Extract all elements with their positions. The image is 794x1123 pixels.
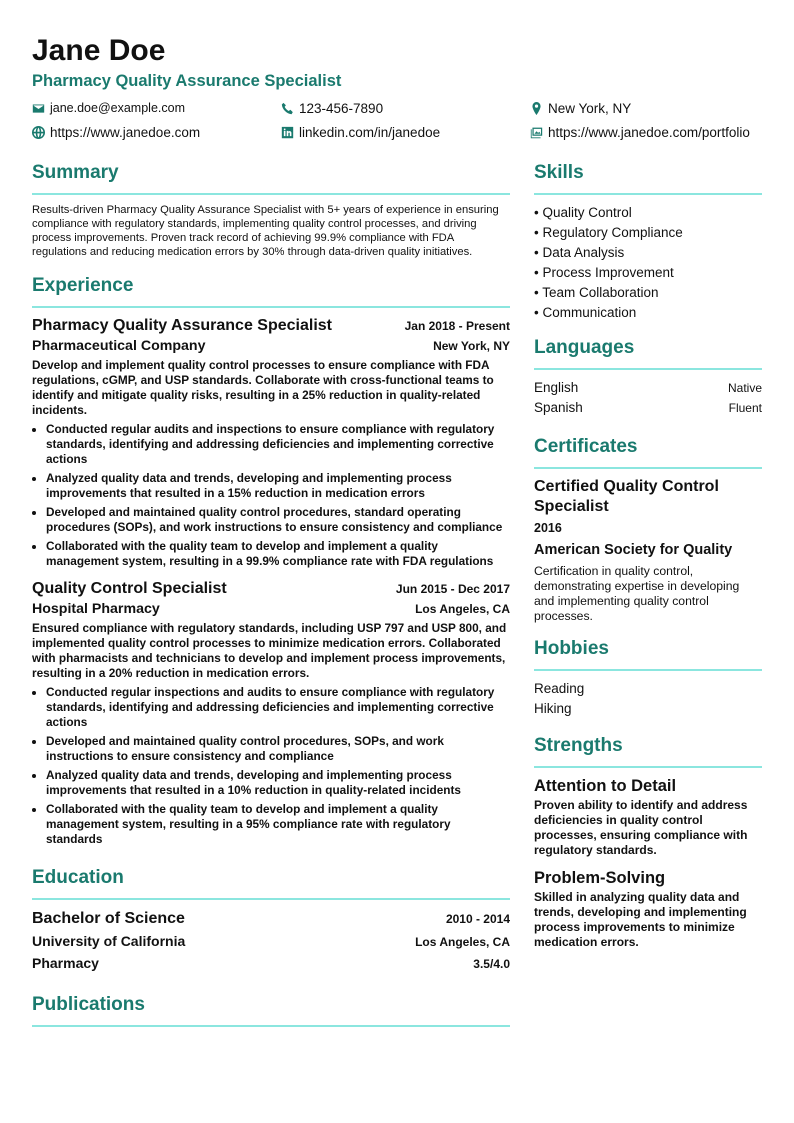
job-company: Pharmaceutical Company [32,338,206,354]
website-text: https://www.janedoe.com [50,124,201,140]
email-text: jane.doe@example.com [50,101,185,115]
divider [32,306,510,308]
hobbies-section [534,638,762,719]
job-dates: Jan 2018 - Present [404,319,510,333]
certificates-section [534,436,762,624]
skill-item: • Quality Control [534,205,632,220]
phone-text: 123-456-7890 [299,100,384,116]
location-text: New York, NY [548,100,632,116]
languages-section [534,337,762,418]
language-row [534,398,762,418]
bullet-item: • Collaborated with the quality team to develop and implement a quality management system, resulting in a 95% compliance rate with regulatory standards [46,802,510,847]
language-name: Spanish [534,400,583,415]
strength-description: Proven ability to identify and address deficiencies in quality control processes, ensuring compliance with regulatory standards. [534,798,748,857]
portfolio-icon [530,126,543,139]
left-column [32,162,510,1035]
publications-heading: Publications [32,994,145,1015]
job-dates: Jun 2015 - Dec 2017 [395,582,510,596]
job-entry [32,579,510,847]
divider [534,766,762,768]
job-description: Ensured compliance with regulatory standards, including USP 797 and USP 800, and implemented quality control processes to minimize medication errors. Collaborated with pharmacists and technicians to develop and implement process improvements, resulting in a 20% reduction in medication errors. [32,621,507,680]
divider [534,467,762,469]
skill-item: • Communication [534,305,637,320]
languages-heading: Languages [534,337,635,358]
certificate-year: 2016 [534,521,562,535]
divider [32,1025,510,1027]
candidate-name: Jane Doe [32,34,166,67]
hobby-item: Hiking [534,701,572,716]
school-location: Los Angeles, CA [415,935,510,949]
contact-info [32,100,762,140]
publications-section [32,994,510,1027]
job-title: Pharmacy Quality Assurance Specialist [32,317,332,334]
mail-icon [32,102,45,115]
phone-icon [281,102,294,115]
strength-title: Problem-Solving [534,869,666,887]
job-entry [32,316,510,569]
summary-heading: Summary [32,162,119,183]
skill-item: • Process Improvement [534,265,674,280]
education-heading: Education [32,867,124,888]
bullet-item: • Developed and maintained quality control procedures, SOPs, and work instructions to ensure consistency and compliance [46,734,510,764]
job-company: Hospital Pharmacy [32,601,160,617]
skills-section [534,162,762,323]
school: University of California [32,933,186,949]
bullet-item: • Conducted regular inspections and audits to ensure compliance with regulatory standards, identifying and addressing deficiencies and implementing corrective actions [46,685,510,730]
experience-section [32,275,510,847]
summary-section [32,162,510,259]
bullet-item: • Collaborated with the quality team to develop and implement a quality management system, resulting in a 99.9% compliance rate with FDA regulations [46,539,510,569]
contact-linkedin[interactable] [281,124,530,140]
certificate-description: Certification in quality control, demonstrating expertise in developing and implementing quality control processes. [534,564,740,623]
skill-item: • Team Collaboration [534,285,659,300]
contact-location [530,100,766,116]
skill-item: • Data Analysis [534,245,625,260]
hobbies-heading: Hobbies [534,638,609,659]
job-location: Los Angeles, CA [415,602,510,616]
divider [32,898,510,900]
job-bullets [32,685,510,847]
experience-heading: Experience [32,275,134,296]
certificates-heading: Certificates [534,436,638,457]
strengths-heading: Strengths [534,735,623,756]
bullet-item: • Developed and maintained quality control procedures, standard operating procedures (SOPs), and work instructions to ensure consistency and compliance [46,505,510,535]
language-row [534,378,762,398]
certificate-name: Certified Quality Control Specialist [534,478,719,515]
language-name: English [534,380,579,395]
field-of-study: Pharmacy [32,955,99,971]
job-title: Quality Control Specialist [32,580,227,597]
candidate-title: Pharmacy Quality Assurance Specialist [32,72,342,90]
language-level: Fluent [728,401,762,415]
linkedin-text: linkedin.com/in/janedoe [299,124,441,140]
hobby-item: Reading [534,681,585,696]
contact-phone[interactable] [281,100,530,116]
education-section [32,867,510,974]
job-description: Develop and implement quality control processes to ensure compliance with FDA regulations, cGMP, and USP standards. Collaborate with cross-functional teams to identify and mitigate quality risks, resulting in a 25% reduction in quality-related incidents. [32,358,494,417]
strength-title: Attention to Detail [534,777,677,795]
job-location: New York, NY [433,339,510,353]
divider [534,669,762,671]
job-bullets [32,422,510,569]
strength-description: Skilled in analyzing quality data and trends, developing and implementing process improvements to minimize medication errors. [534,890,747,949]
divider [534,368,762,370]
bullet-item: • Analyzed quality data and trends, developing and implementing process improvements that resulted in a 15% reduction in medication errors [46,471,510,501]
bullet-item: • Conducted regular audits and inspections to ensure compliance with regulatory standards, identifying and addressing deficiencies and implementing corrective actions [46,422,510,467]
divider [534,193,762,195]
contact-website[interactable] [32,124,281,140]
right-column [534,162,762,1035]
certificate-org: American Society for Quality [534,542,733,558]
location-pin-icon [530,102,543,115]
globe-icon [32,126,45,139]
linkedin-icon [281,126,294,139]
education-dates: 2010 - 2014 [445,912,510,926]
bullet-item: • Analyzed quality data and trends, developing and implementing process improvements that resulted in a 10% reduction in quality-related incidents [46,768,510,798]
strengths-section [534,735,762,950]
portfolio-text: https://www.janedoe.com/portfolio [548,124,750,140]
skill-item: • Regulatory Compliance [534,225,683,240]
divider [32,193,510,195]
language-level: Native [727,381,762,395]
skills-heading: Skills [534,162,584,183]
summary-text: Results-driven Pharmacy Quality Assurance Specialist with 5+ years of experience in ensuring compliance with regulatory standards, implementing quality control processes, and driving process improvements. Proven track record of achieving 99.9% compliance with FDA regulations and reducing medication errors by 30% through data-driven quality initiatives. [32,204,499,258]
degree: Bachelor of Science [32,910,185,927]
contact-email[interactable] [32,100,281,116]
gpa: 3.5/4.0 [473,957,510,971]
contact-portfolio[interactable] [530,124,766,140]
